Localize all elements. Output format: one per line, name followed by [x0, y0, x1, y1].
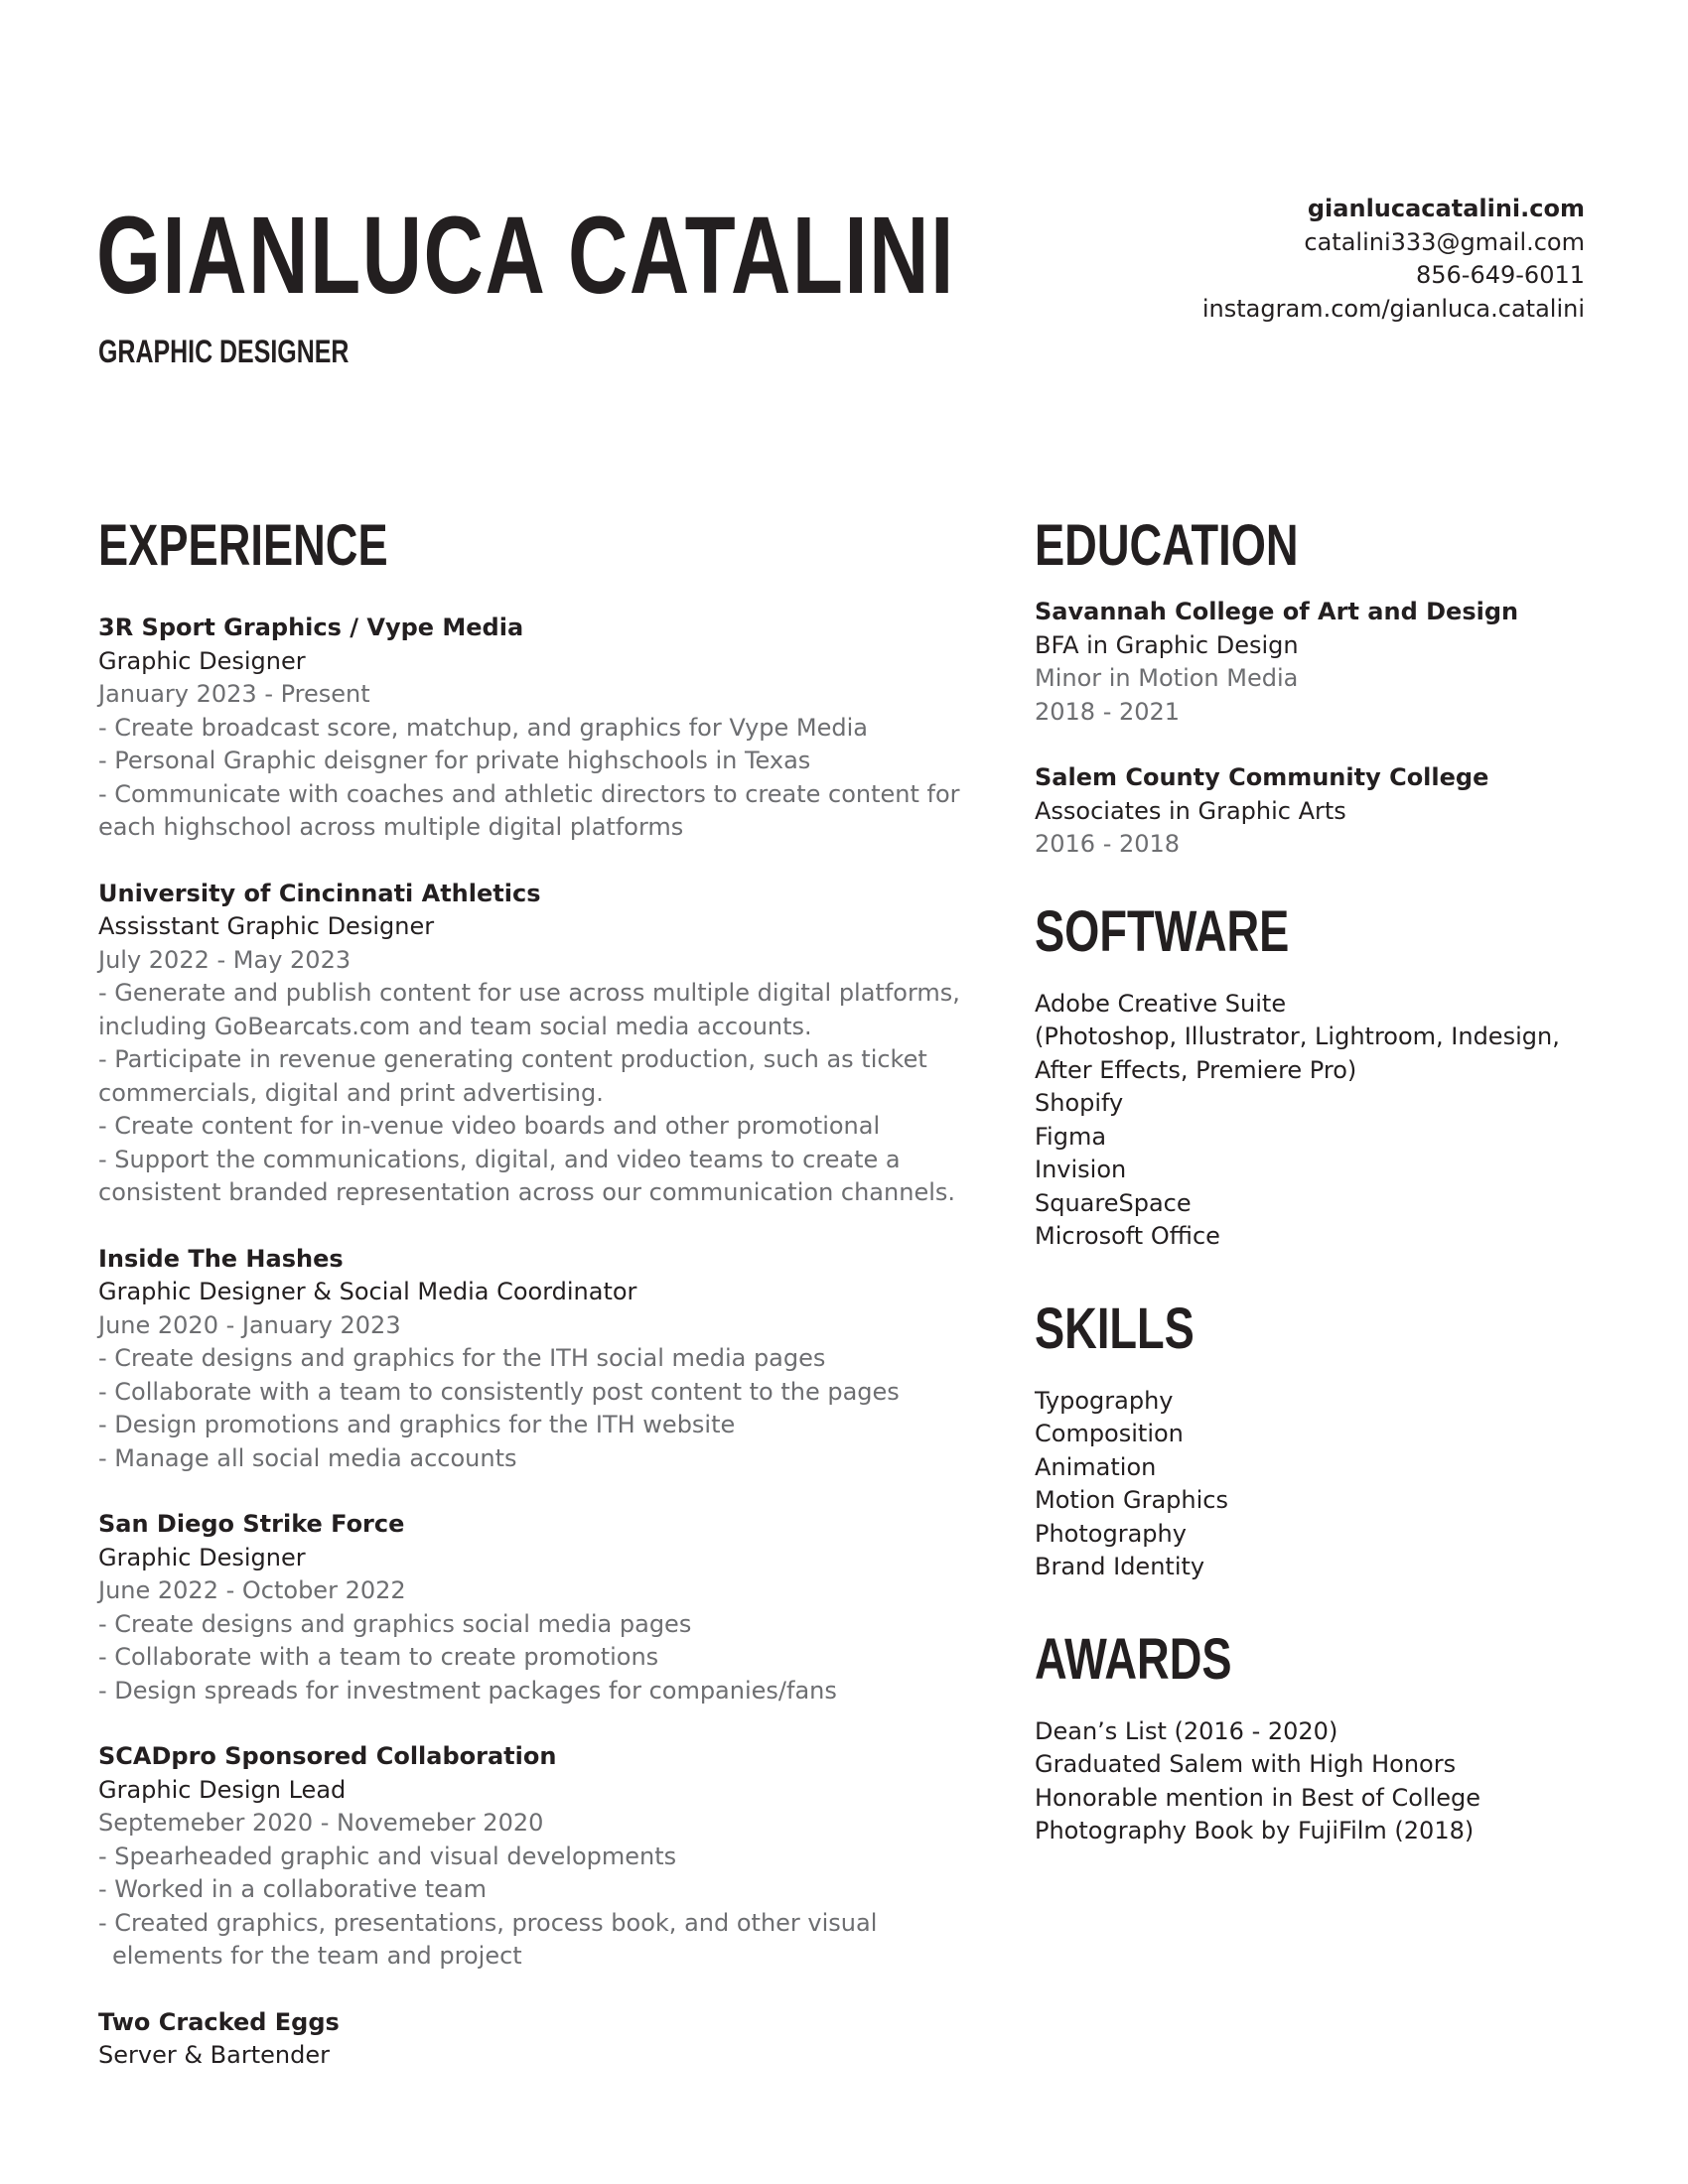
- awards-list: [1035, 1715, 1630, 1848]
- education-entry: [1035, 596, 1630, 729]
- job-dates: July 2022 - May 2023: [98, 945, 352, 974]
- school-name: Salem County Community College: [1035, 763, 1489, 791]
- skill-item: Typography: [1035, 1386, 1174, 1415]
- skill-item: Composition: [1035, 1420, 1184, 1447]
- job-company: Inside The Hashes: [98, 1244, 344, 1273]
- job-role: Graphic Designer & Social Media Coordinator: [98, 1278, 637, 1305]
- job-duty: - Create designs and graphics social media pages: [98, 1609, 692, 1638]
- skill-item: Photography: [1035, 1519, 1187, 1548]
- education-dates: 2018 - 2021: [1035, 697, 1181, 726]
- name-heading: GIANLUCA CATALINI: [96, 195, 955, 317]
- job-role: Graphic Design Lead: [98, 1775, 347, 1804]
- phone-number: 856-649-6011: [1415, 261, 1585, 289]
- job-duty: - Create broadcast score, matchup, and graphics for Vype Media: [98, 713, 869, 742]
- software-item: Invision: [1035, 1156, 1127, 1183]
- website-link[interactable]: gianlucacatalini.com: [1307, 195, 1585, 222]
- job-entry: [98, 1508, 972, 1707]
- job-duty: - Collaborate with a team to consistently post content to the pages: [98, 1377, 900, 1406]
- school-name: Savannah College of Art and Design: [1035, 598, 1519, 625]
- job-dates: January 2023 - Present: [98, 680, 370, 708]
- job-title: GRAPHIC DESIGNER: [98, 334, 350, 369]
- job-duty: - Support the communications, digital, and video teams to create a: [98, 1145, 901, 1173]
- instagram-link[interactable]: instagram.com/gianluca.catalini: [1201, 294, 1585, 323]
- job-duty: each highschool across multiple digital platforms: [98, 813, 684, 841]
- software-title: SOFTWARE: [1035, 898, 1290, 964]
- software-item: Figma: [1035, 1122, 1107, 1151]
- job-dates: June 2020 - January 2023: [98, 1310, 401, 1339]
- software-item: SquareSpace: [1035, 1188, 1192, 1217]
- award-item: Honorable mention in Best of College: [1035, 1783, 1481, 1812]
- email-link[interactable]: catalini333@gmail.com: [1304, 227, 1585, 256]
- job-duty: - Collaborate with a team to create promotions: [98, 1643, 659, 1671]
- job-entry: [98, 2006, 972, 2073]
- job-entry: [98, 1740, 972, 1974]
- job-entry: [98, 878, 972, 1210]
- job-role: Server & Bartender: [98, 2041, 330, 2069]
- job-duty: including GoBearcats.com and team social media accounts.: [98, 1012, 812, 1040]
- job-company: SCADpro Sponsored Collaboration: [98, 1742, 557, 1770]
- job-company: University of Cincinnati Athletics: [98, 879, 541, 907]
- skill-item: Motion Graphics: [1035, 1486, 1228, 1514]
- award-item: Graduated Salem with High Honors: [1035, 1750, 1457, 1778]
- job-duty: - Create designs and graphics for the ITH social media pages: [98, 1344, 826, 1372]
- software-item: Adobe Creative Suite: [1035, 989, 1287, 1018]
- job-duty: commercials, digital and print advertising.: [98, 1078, 604, 1107]
- skill-item: Animation: [1035, 1452, 1157, 1481]
- software-item: Microsoft Office: [1035, 1222, 1220, 1250]
- software-list: [1035, 988, 1630, 1254]
- job-role: Graphic Designer: [98, 646, 306, 675]
- job-entry: [98, 612, 972, 845]
- experience-title: EXPERIENCE: [98, 513, 388, 578]
- contact-block: [1202, 193, 1585, 326]
- job-dates: June 2022 - October 2022: [98, 1576, 406, 1604]
- job-duty: consistent branded representation across our communication channels.: [98, 1178, 956, 1206]
- job-role: Graphic Designer: [98, 1543, 306, 1571]
- job-duty: - Communicate with coaches and athletic directors to create content for: [98, 779, 960, 808]
- skill-item: Brand Identity: [1035, 1553, 1205, 1580]
- award-item: Photography Book by FujiFilm (2018): [1035, 1817, 1475, 1844]
- sidebar-column: [1035, 508, 1630, 1886]
- job-role: Assisstant Graphic Designer: [98, 912, 435, 940]
- job-duty: - Personal Graphic deisgner for private highschools in Texas: [98, 747, 811, 774]
- job-duty: elements for the team and project: [112, 1942, 522, 1970]
- job-duty: - Manage all social media accounts: [98, 1443, 517, 1472]
- job-duty: - Design promotions and graphics for the ITH website: [98, 1411, 736, 1438]
- job-duty: - Created graphics, presentations, process book, and other visual: [98, 1908, 878, 1937]
- job-duty: - Spearheaded graphic and visual developments: [98, 1842, 677, 1870]
- award-item: Dean’s List (2016 - 2020): [1035, 1716, 1338, 1745]
- education-dates: 2016 - 2018: [1035, 830, 1181, 858]
- awards-title: AWARDS: [1035, 1626, 1232, 1692]
- education-entry: [1035, 761, 1630, 862]
- education-title: EDUCATION: [1035, 513, 1299, 578]
- degree: Associates in Graphic Arts: [1035, 796, 1346, 825]
- experience-column: [98, 508, 972, 2106]
- job-company: 3R Sport Graphics / Vype Media: [98, 614, 524, 641]
- skills-list: [1035, 1385, 1630, 1584]
- job-entry: [98, 1243, 972, 1476]
- job-dates: Septemeber 2020 - Novemeber 2020: [98, 1809, 544, 1837]
- job-duty: - Create content for in-venue video boards and other promotional: [98, 1112, 881, 1140]
- software-item: Shopify: [1035, 1089, 1124, 1117]
- job-duty: - Worked in a collaborative team: [98, 1875, 488, 1903]
- software-item: After Effects, Premiere Pro): [1035, 1055, 1357, 1084]
- job-company: San Diego Strike Force: [98, 1510, 405, 1538]
- skills-title: SKILLS: [1035, 1296, 1195, 1361]
- minor: Minor in Motion Media: [1035, 664, 1299, 692]
- job-company: Two Cracked Eggs: [98, 2007, 340, 2036]
- job-duty: - Design spreads for investment packages for companies/fans: [98, 1676, 837, 1705]
- software-item: (Photoshop, Illustrator, Lightroom, Indesign,: [1035, 1023, 1560, 1050]
- degree: BFA in Graphic Design: [1035, 630, 1299, 659]
- job-duty: - Participate in revenue generating content production, such as ticket: [98, 1045, 927, 1073]
- job-duty: - Generate and publish content for use across multiple digital platforms,: [98, 979, 960, 1007]
